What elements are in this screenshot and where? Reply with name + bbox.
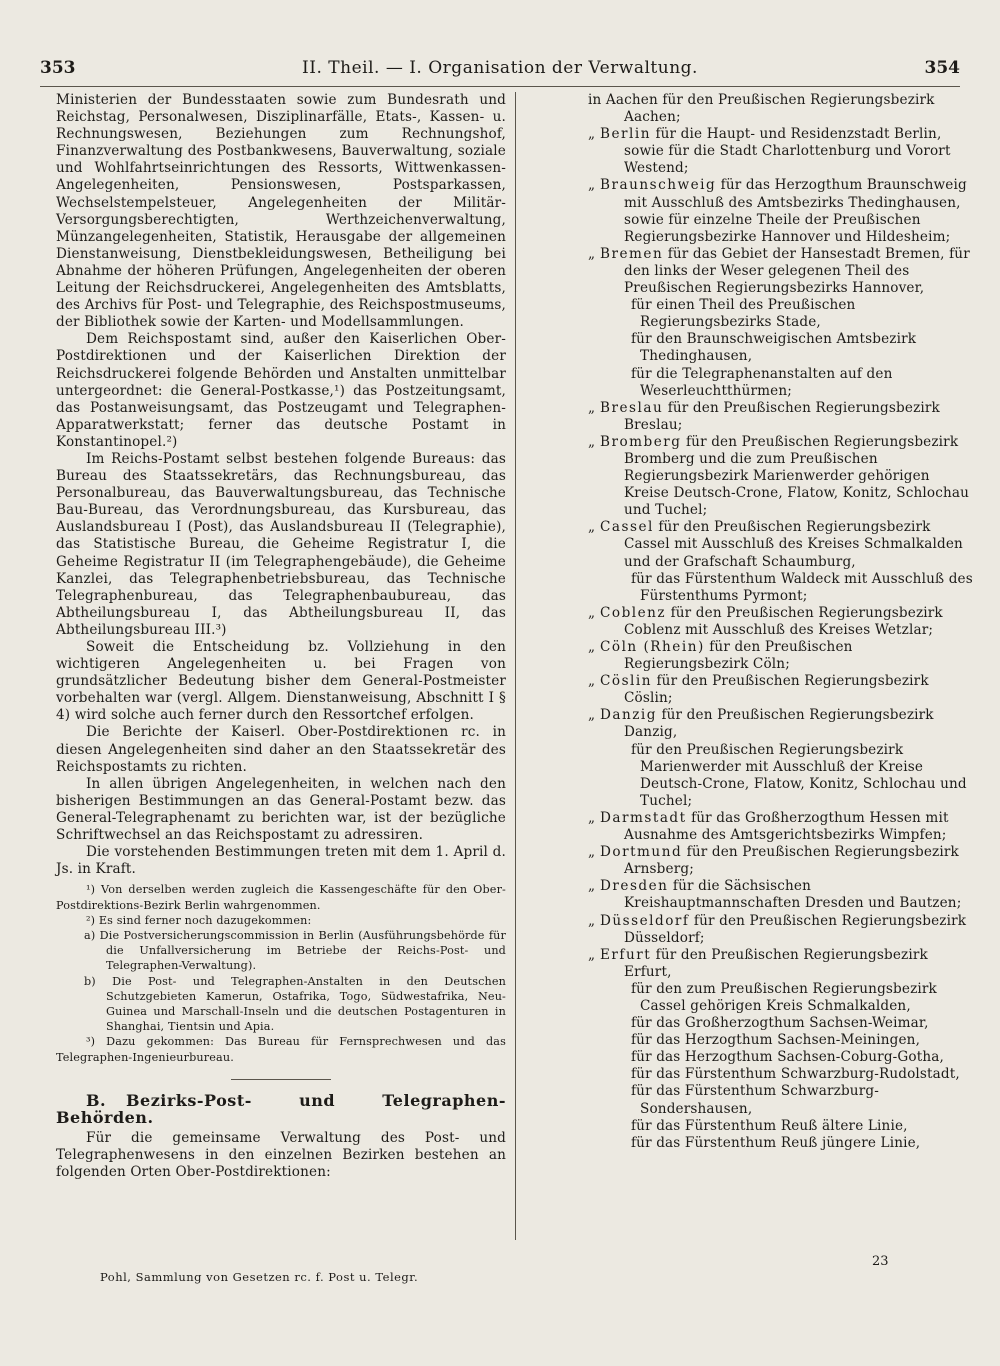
city-name: Düsseldorf — [600, 912, 690, 929]
paragraph: Im Reichs-Postamt selbst bestehen folgende Bureaus: das Bureau des Staatssekretärs, das Rechnungsbureau, das Personalbureau, das Bauverwaltungsbureau, das Technische Bau-Bureau, das Verordnungsbureau, das Kursbureau, das Auslandsbureau I (Post), das Auslandsbureau II (Telegraphie), das Statistische Bureau, die Geheime Registratur I, die Geheime Registratur II (im Telegraphengebäude), die Geheime Kanzlei, das Telegraphenbetriebsbureau, das Technische Telegraphenbureau, das Telegraphenbaubureau, das Abtheilungsbureau I, das Abtheilungsbureau II, das Abtheilungsbureau III.³) — [56, 450, 506, 638]
column-rule — [515, 92, 516, 1240]
city-name: Dortmund — [600, 844, 683, 861]
entry-text: für die Sächsischen Kreishauptmannschaften Dresden und Bautzen; — [624, 878, 962, 912]
ditto-mark: „ — [588, 399, 596, 416]
footnote-3: ³) Dazu gekommen: Das Bureau für Fernsprechwesen und das Telegraphen-Ingenieurbureau. — [56, 1035, 506, 1064]
right-column — [588, 92, 973, 1152]
ditto-mark: „ — [588, 912, 596, 929]
entry-text: für den Preußischen Regierungsbezirk Danzig, — [624, 707, 934, 741]
sub-entry: für das Großherzogthum Sachsen-Weimar, — [631, 1015, 929, 1032]
ditto-mark: „ — [588, 604, 596, 621]
directorate-list — [588, 126, 973, 1152]
sub-entry: für einen Theil des Preußischen Regierungsbezirks Stade, — [631, 297, 856, 331]
entry-text: für den Preußischen Regierungsbezirk Coblenz mit Ausschluß des Kreises Wetzlar; — [624, 604, 943, 638]
list-item — [588, 673, 973, 707]
footnote-2: ²) Es sind ferner noch dazugekommen: — [86, 913, 312, 927]
list-item — [588, 177, 973, 245]
sub-entry: für das Fürstenthum Reuß jüngere Linie, — [631, 1134, 921, 1151]
ditto-mark: „ — [588, 519, 596, 536]
sub-entry: für das Fürstenthum Schwarzburg-Sondershausen, — [631, 1083, 879, 1117]
list-item — [588, 878, 973, 912]
paragraph: Die Berichte der Kaiserl. Ober-Postdirektionen rc. in diesen Angelegenheiten sind daher an den Staatssekretär des Reichspostamts zu richten. — [56, 724, 506, 775]
entry-text: für den Preußischen Regierungsbezirk Erfurt, — [624, 946, 928, 980]
entry-text: für das Gebiet der Hansestadt Bremen, für den links der Weser gelegenen Theil des Preußischen Regierungsbezirks Hannover, — [624, 245, 970, 297]
list-item — [588, 434, 973, 519]
page-number-right: 354 — [924, 58, 960, 78]
city-name: Cöln (Rhein) — [600, 639, 705, 655]
ditto-mark: „ — [588, 878, 596, 895]
section-intro: Für die gemeinsame Verwaltung des Post- und Telegraphenwesens in den einzelnen Bezirken bestehen an folgenden Orten Ober-Postdirektionen: — [56, 1129, 506, 1181]
running-title: II. Theil. — I. Organisation der Verwaltung. — [302, 58, 698, 78]
entry-text: für den Preußischen Regierungsbezirk Arnsberg; — [624, 844, 959, 878]
header-rule — [40, 86, 960, 87]
ditto-mark: „ — [588, 433, 596, 450]
list-item — [588, 707, 973, 741]
list-item — [588, 519, 973, 570]
city-name: Bremen — [600, 245, 664, 262]
sub-entry: für das Fürstenthum Reuß ältere Linie, — [631, 1117, 908, 1134]
left-column — [56, 92, 506, 1181]
section-heading — [56, 1092, 506, 1126]
entry-text: für den Preußischen Regierungsbezirk Cassel mit Ausschluß des Kreises Schmalkalden und der Grafschaft Schaumburg, — [624, 519, 963, 570]
paragraph: Die vorstehenden Bestimmungen treten mit dem 1. April d. Js. in Kraft. — [56, 844, 506, 878]
paragraph: Soweit die Entscheidung bz. Vollziehung in den wichtigeren Angelegenheiten u. bei Fragen von grundsätzlicher Bedeutung bisher dem General-Postmeister vorbehalten war (vergl. Allgem. Dienstanweisung, Abschnitt I § 4) wird solche auch ferner durch den Ressortchef erfolgen. — [56, 639, 506, 724]
list-item — [588, 947, 973, 981]
city-name: Cöslin — [600, 673, 653, 690]
city-name: Coblenz — [600, 604, 667, 621]
list-item — [588, 913, 973, 947]
city-name: Dresden — [600, 878, 669, 895]
ditto-mark: „ — [588, 673, 596, 690]
entry-text: für die Haupt- und Residenzstadt Berlin, sowie für die Stadt Charlottenburg und Vorort Westend; — [624, 126, 951, 177]
city-name: Berlin — [600, 126, 651, 143]
paragraph: In allen übrigen Angelegenheiten, in welchen nach den bisherigen Bestimmungen an das General-Postamt bezw. das General-Telegraphenamt zu berichten war, ist der bezügliche Schriftwechsel an das Reichspostamt zu adressiren. — [56, 775, 506, 844]
list-item — [588, 400, 973, 434]
section-label: B. — [86, 1090, 107, 1110]
ditto-mark: „ — [588, 809, 596, 826]
sub-entry: für die Telegraphenanstalten auf den Weserleuchtthürmen; — [631, 365, 893, 399]
list-item — [588, 246, 973, 297]
entry-text: für den Preußischen Regierungsbezirk Düsseldorf; — [624, 912, 967, 946]
city-name: Bromberg — [600, 433, 682, 450]
city-name: Cassel — [600, 519, 654, 536]
sub-entry: für das Herzogthum Sachsen-Coburg-Gotha, — [631, 1049, 945, 1066]
signature-mark: 23 — [872, 1254, 889, 1269]
list-item — [588, 126, 973, 177]
city-name: Braunschweig — [600, 177, 717, 194]
entry-text: für das Großherzogthum Hessen mit Ausnahme des Amtsgerichtsbezirks Wimpfen; — [624, 809, 949, 844]
bottom-note: Pohl, Sammlung von Gesetzen rc. f. Post u. Telegr. — [100, 1270, 419, 1284]
page-header — [40, 58, 960, 84]
ditto-mark: „ — [588, 245, 596, 262]
ditto-mark: „ — [588, 639, 596, 655]
entry-text: für den Preußischen Regierungsbezirk Bromberg und die zum Preußischen Regierungsbezirk Marienwerder gehörigen Kreise Deutsch-Crone, Flatow, Konitz, Schlochau und Tuchel; — [624, 433, 970, 519]
ditto-mark: „ — [588, 126, 596, 143]
sub-entry: für das Fürstenthum Waldeck mit Ausschluß des Fürstenthums Pyrmont; — [631, 570, 973, 604]
sub-entry: für den Preußischen Regierungsbezirk Marienwerder mit Ausschluß der Kreise Deutsch-Crone, Flatow, Konitz, Schlochau und Tuchel; — [631, 741, 967, 809]
city-name: Breslau — [600, 399, 664, 416]
list-item — [588, 810, 973, 844]
ditto-mark: „ — [588, 177, 596, 194]
footnotes — [56, 882, 506, 1064]
list-item — [588, 605, 973, 639]
city-name: Erfurt — [600, 946, 652, 963]
paragraph: Ministerien der Bundesstaaten sowie zum Bundesrath und Reichstag, Personalwesen, Disziplinarfälle, Etats-, Kassen- u. Rechnungswesen, Beziehungen zum Rechnungshof, Finanzverwaltung des Postbankwesens, Bauverwaltung, soziale und Wohlfahrtseinrichtungen des Ressorts, Wittwenkassen-Angelegenheiten, Pensionswesen, Postsparkassen, Wechselstempelsteuer, Angelegenheiten der Militär-Versorgungsberechtigten, Werthzeichenverwaltung, Münzangelegenheiten, Statistik, Herausgabe der allgemeinen Dienstanweisung, Dienstbekleidungswesen, Betheiligung bei Abnahme der höheren Prüfungen, Angelegenheiten der oberen Leitung der Reichsdruckerei, Angelegenheiten des Amtsblatts, des Archivs für Post- und Telegraphie, des Reichspostmuseums, der Bibliothek sowie der Karten- und Modellsammlungen. — [56, 92, 506, 331]
footnote-1: ¹) Von derselben werden zugleich die Kassengeschäfte für den Ober-Postdirektions-Bezirk Berlin wahrgenommen. — [56, 883, 506, 912]
paragraph: Dem Reichspostamt sind, außer den Kaiserlichen Ober-Postdirektionen und der Kaiserlichen Direktion der Reichsdruckerei folgende Behörden und Anstalten unmittelbar untergeordnet: die General-Postkasse,¹) das Postzeitungsamt, das Postanweisungsamt, das Postzeugamt und Telegraphen-Apparatwerkstatt; ferner das deutsche Postamt in Konstantinopel.²) — [56, 331, 506, 450]
city-name: Danzig — [600, 707, 657, 724]
entry-aachen: in Aachen für den Preußischen Regierungsbezirk Aachen; — [588, 92, 935, 126]
ditto-mark: „ — [588, 707, 596, 724]
entry-text: für das Herzogthum Braunschweig mit Ausschluß des Amtsbezirks Thedinghausen, sowie für einzelne Theile der Preußischen Regierungsbezirke Hannover und Hildesheim; — [624, 177, 967, 245]
entry-text: für den Preußischen Regierungsbezirk Cöslin; — [624, 673, 929, 707]
entry-text: für den Preußischen Regierungsbezirk Cöln; — [624, 639, 853, 673]
list-item — [588, 844, 973, 878]
footnote-2a: a) Die Postversicherungscommission in Berlin (Ausführungsbehörde für die Unfallversicherung im Betriebe der Reichs-Post- und Telegraphen-Verwaltung). — [84, 928, 506, 973]
section-title: Bezirks-Post- und Telegraphen-Behörden. — [56, 1090, 506, 1127]
footnote-2b: b) Die Post- und Telegraphen-Anstalten in den Deutschen Schutzgebieten Kamerun, Ostafrika, Togo, Südwestafrika, Neu-Guinea und Marschall-Inseln und die deutschen Postagenturen in Shanghai, Tientsin und Apia. — [84, 974, 506, 1034]
city-name: Darmstadt — [600, 809, 687, 826]
sub-entry: für den zum Preußischen Regierungsbezirk Cassel gehörigen Kreis Schmalkalden, — [631, 980, 937, 1014]
entry-text: für den Preußischen Regierungsbezirk Breslau; — [624, 399, 940, 433]
ditto-mark: „ — [588, 946, 596, 963]
ditto-mark: „ — [588, 844, 596, 861]
sub-entry: für den Braunschweigischen Amtsbezirk Thedinghausen, — [631, 331, 917, 365]
sub-entry: für das Herzogthum Sachsen-Meiningen, — [631, 1032, 921, 1049]
list-item — [588, 639, 973, 673]
page-number-left: 353 — [40, 58, 76, 78]
section-divider — [231, 1079, 331, 1080]
sub-entry: für das Fürstenthum Schwarzburg-Rudolstadt, — [631, 1066, 960, 1083]
